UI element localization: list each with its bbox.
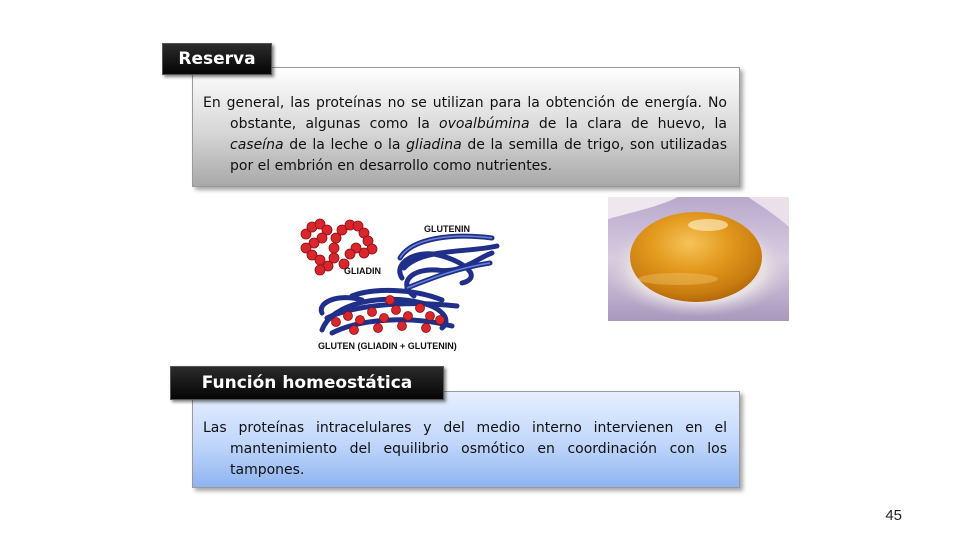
gluten-diagram [292, 208, 504, 354]
homeostatica-title: Función homeostática [170, 366, 444, 400]
glutenin-label: GLUTENIN [424, 224, 470, 234]
homeostatica-text-box [192, 391, 740, 488]
reserva-text-box [192, 67, 740, 187]
page-number: 45 [885, 507, 902, 524]
reserva-title: Reserva [162, 43, 272, 75]
homeostatica-paragraph: Las proteínas intracelulares y del medio interno intervienen en el mantenimiento del equilibrio osmótico en coordinación con los tampones. [203, 420, 727, 478]
gliadin-label: GLIADIN [344, 266, 381, 276]
egg-yolk-photo [608, 197, 789, 321]
reserva-paragraph: En general, las proteínas no se utilizan para la obtención de energía. No obstante, algunas como la ovoalbúmina de la clara de huevo, la caseína de la leche o la gliadina de la semilla de trigo, son utilizadas por el embrión en desarrollo como nutrientes. [203, 95, 728, 174]
gluten-label: GLUTEN (GLIADIN + GLUTENIN) [318, 341, 457, 351]
